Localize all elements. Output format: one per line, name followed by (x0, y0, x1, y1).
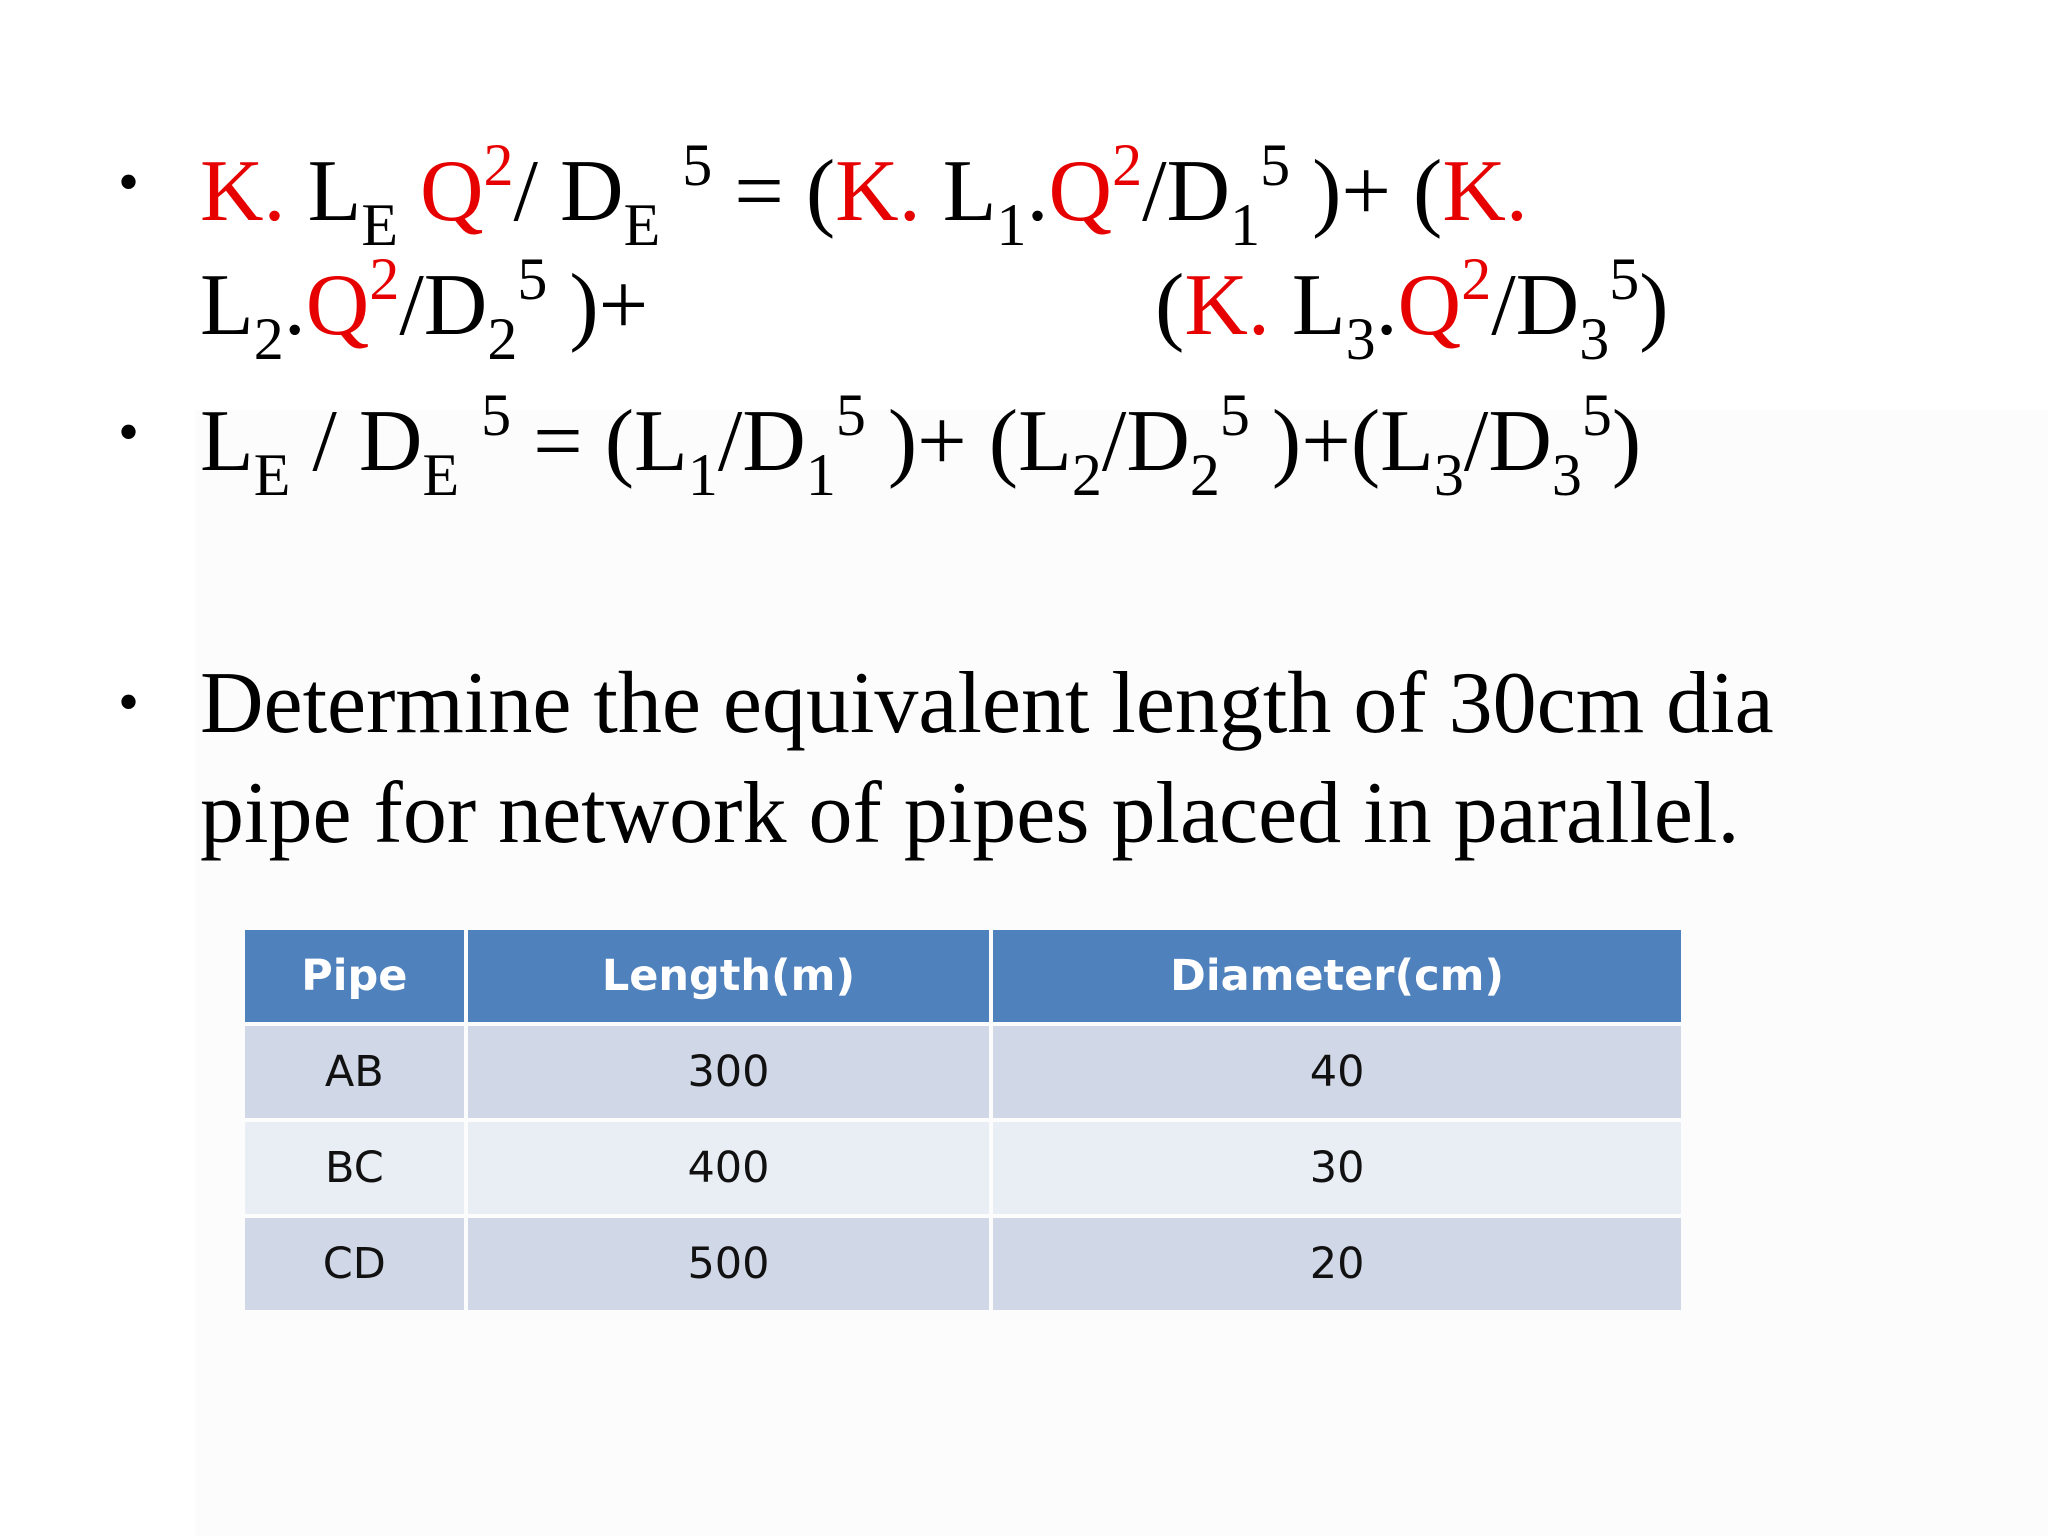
bullet-formula-2 (118, 399, 200, 465)
question-line-2: pipe for network of pipes placed in parallel. (200, 765, 1740, 862)
table-header-row (245, 930, 1681, 1022)
bullet-formula-1 (118, 149, 200, 215)
bullet-icon: • (118, 399, 140, 465)
table-header-pipe: Pipe (245, 930, 464, 1022)
formula-1-line-2: $L_2.Q^2/D_2^5$ )+ (200, 246, 649, 373)
formula-1-line-1: K. $L_E$ $Q^2/$ $D_E$ $^5$ = (K. $L_1.Q^2/D_1^5$ )+ (K. (200, 132, 1528, 259)
table-row (245, 1026, 1681, 1118)
table-cell-pipe: CD (245, 1218, 464, 1310)
table-cell-pipe: AB (245, 1026, 464, 1118)
bullet-icon: • (118, 149, 140, 215)
table-cell-diameter: 40 (993, 1026, 1681, 1118)
question-line-1: Determine the equivalent length of 30cm dia (200, 655, 1774, 752)
table-cell-diameter: 20 (993, 1218, 1681, 1310)
table-header-diameter: Diameter(cm) (993, 930, 1681, 1022)
table-header-length: Length(m) (468, 930, 990, 1022)
table-cell-pipe: BC (245, 1122, 464, 1214)
table-cell-diameter: 30 (993, 1122, 1681, 1214)
formula-1-line-2-right: (K. $L_3.Q^2/D_3^5$) (1155, 246, 1669, 373)
formula-2: $L_E / D_E$ $^5 = (L_1/D_1^5$ )+ ($L_2/D_2^5$ )$+(L_3/D_3^5)$ (200, 382, 1642, 509)
bullet-icon: • (118, 669, 140, 735)
pipe-data-table (241, 926, 1685, 1314)
table-row (245, 1218, 1681, 1310)
table-cell-length: 400 (468, 1122, 990, 1214)
table-cell-length: 500 (468, 1218, 990, 1310)
table-row (245, 1122, 1681, 1214)
bullet-question (118, 669, 200, 735)
table-cell-length: 300 (468, 1026, 990, 1118)
